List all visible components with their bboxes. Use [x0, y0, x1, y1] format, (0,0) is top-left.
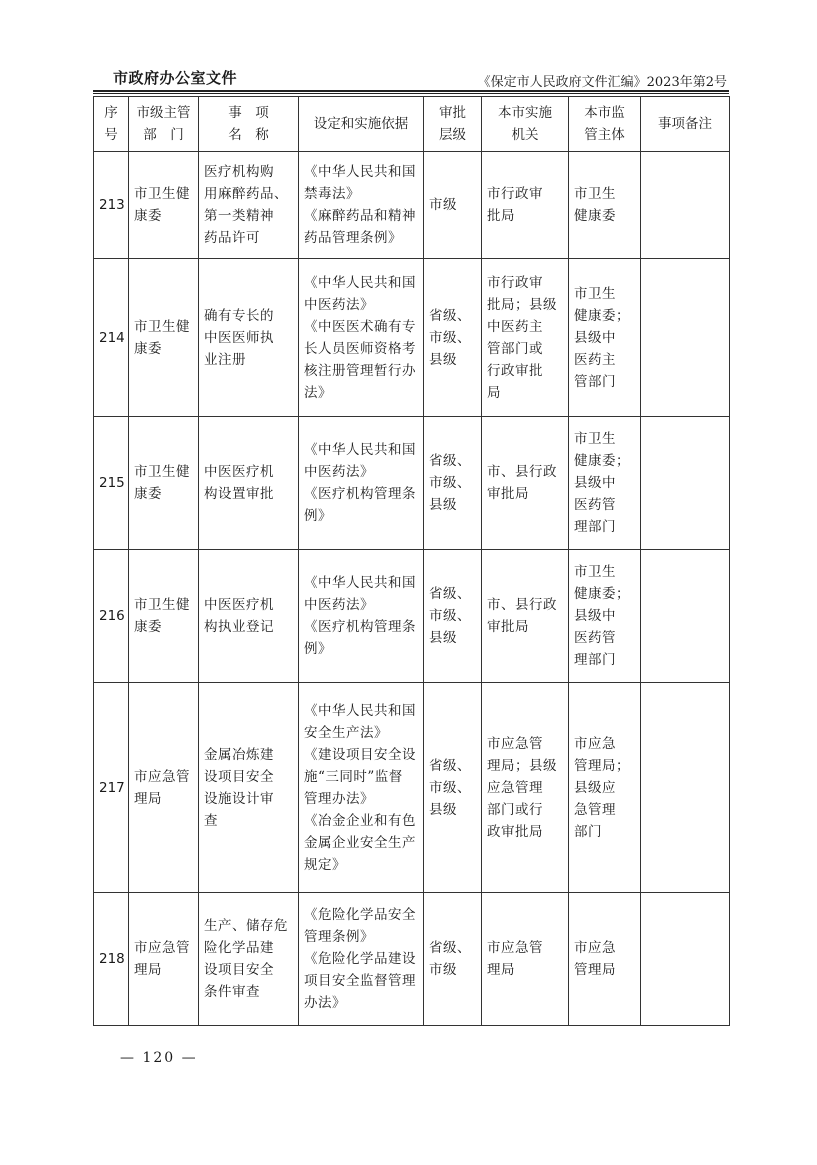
header-doc-category: 市政府办公室文件 — [113, 69, 238, 87]
row-number: 215 — [94, 417, 129, 550]
row-number: 218 — [94, 893, 129, 1026]
basis-cell: 《中华人民共和国 中医药法》 《中医医术确有专 长人员医师资格考 核注册管理暂行办 法》 — [299, 259, 424, 417]
dept-cell: 市卫生健 康委 — [129, 259, 199, 417]
level-cell: 省级、 市级、 县级 — [424, 550, 482, 683]
agency-cell: 市、县行政 审批局 — [482, 417, 569, 550]
table-row — [94, 683, 730, 893]
agency-cell: 市应急管 理局 — [482, 893, 569, 1026]
page-number: — 120 — — [120, 1050, 198, 1066]
dept-cell: 市卫生健 康委 — [129, 417, 199, 550]
agency-cell: 市、县行政 审批局 — [482, 550, 569, 683]
item-name-cell: 中医医疗机 构执业登记 — [199, 550, 299, 683]
agency-cell: 市行政审 批局 — [482, 152, 569, 259]
table-row — [94, 550, 730, 683]
table-row — [94, 152, 730, 259]
col-header-remark: 事项备注 — [641, 97, 730, 152]
col-header-supervisor: 本市监 管主体 — [569, 97, 641, 152]
dept-cell: 市卫生健 康委 — [129, 550, 199, 683]
remark-cell — [641, 683, 730, 893]
level-cell: 省级、 市级、 县级 — [424, 683, 482, 893]
table-row — [94, 893, 730, 1026]
level-cell: 市级 — [424, 152, 482, 259]
agency-cell: 市应急管 理局；县级 应急管理 部门或行 政审批局 — [482, 683, 569, 893]
row-number: 217 — [94, 683, 129, 893]
basis-cell: 《危险化学品安全 管理条例》 《危险化学品建设 项目安全监督管理 办法》 — [299, 893, 424, 1026]
dept-cell: 市应急管 理局 — [129, 893, 199, 1026]
remark-cell — [641, 259, 730, 417]
remark-cell — [641, 550, 730, 683]
basis-cell: 《中华人民共和国 中医药法》 《医疗机构管理条 例》 — [299, 550, 424, 683]
header-collection-title: 《保定市人民政府文件汇编》2023年第2号 — [477, 75, 727, 90]
col-header-level: 审批 层级 — [424, 97, 482, 152]
supervisor-cell: 市应急 管理局； 县级应 急管理 部门 — [569, 683, 641, 893]
header-rule-thin — [93, 93, 729, 94]
dept-cell: 市应急管 理局 — [129, 683, 199, 893]
col-header-dept: 市级主管 部 门 — [129, 97, 199, 152]
col-header-agency: 本市实施 机关 — [482, 97, 569, 152]
table-header-row — [94, 97, 730, 152]
remark-cell — [641, 417, 730, 550]
header-rule — [93, 90, 729, 92]
supervisor-cell: 市卫生 健康委 — [569, 152, 641, 259]
col-header-basis: 设定和实施依据 — [299, 97, 424, 152]
item-name-cell: 金属冶炼建 设项目安全 设施设计审 查 — [199, 683, 299, 893]
col-header-item-name: 事 项 名 称 — [199, 97, 299, 152]
row-number: 213 — [94, 152, 129, 259]
table-row — [94, 259, 730, 417]
agency-cell: 市行政审 批局；县级 中医药主 管部门或 行政审批 局 — [482, 259, 569, 417]
supervisor-cell: 市卫生 健康委； 县级中 医药管 理部门 — [569, 550, 641, 683]
supervisor-cell: 市卫生 健康委； 县级中 医药主 管部门 — [569, 259, 641, 417]
supervisor-cell: 市应急 管理局 — [569, 893, 641, 1026]
item-name-cell: 医疗机构购 用麻醉药品、 第一类精神 药品许可 — [199, 152, 299, 259]
row-number: 214 — [94, 259, 129, 417]
remark-cell — [641, 893, 730, 1026]
basis-cell: 《中华人民共和国 禁毒法》 《麻醉药品和精神 药品管理条例》 — [299, 152, 424, 259]
remark-cell — [641, 152, 730, 259]
col-header-no: 序 号 — [94, 97, 129, 152]
level-cell: 省级、 市级、 县级 — [424, 417, 482, 550]
item-name-cell: 中医医疗机 构设置审批 — [199, 417, 299, 550]
item-name-cell: 生产、储存危 险化学品建 设项目安全 条件审查 — [199, 893, 299, 1026]
dept-cell: 市卫生健 康委 — [129, 152, 199, 259]
table-row — [94, 417, 730, 550]
level-cell: 省级、 市级、 县级 — [424, 259, 482, 417]
supervisor-cell: 市卫生 健康委； 县级中 医药管 理部门 — [569, 417, 641, 550]
item-name-cell: 确有专长的 中医医师执 业注册 — [199, 259, 299, 417]
approval-items-table — [93, 96, 730, 1026]
basis-cell: 《中华人民共和国 安全生产法》 《建设项目安全设 施“三同时”监督 管理办法》 《冶金企业和有色 金属企业安全生产 规定》 — [299, 683, 424, 893]
row-number: 216 — [94, 550, 129, 683]
basis-cell: 《中华人民共和国 中医药法》 《医疗机构管理条 例》 — [299, 417, 424, 550]
level-cell: 省级、 市级 — [424, 893, 482, 1026]
